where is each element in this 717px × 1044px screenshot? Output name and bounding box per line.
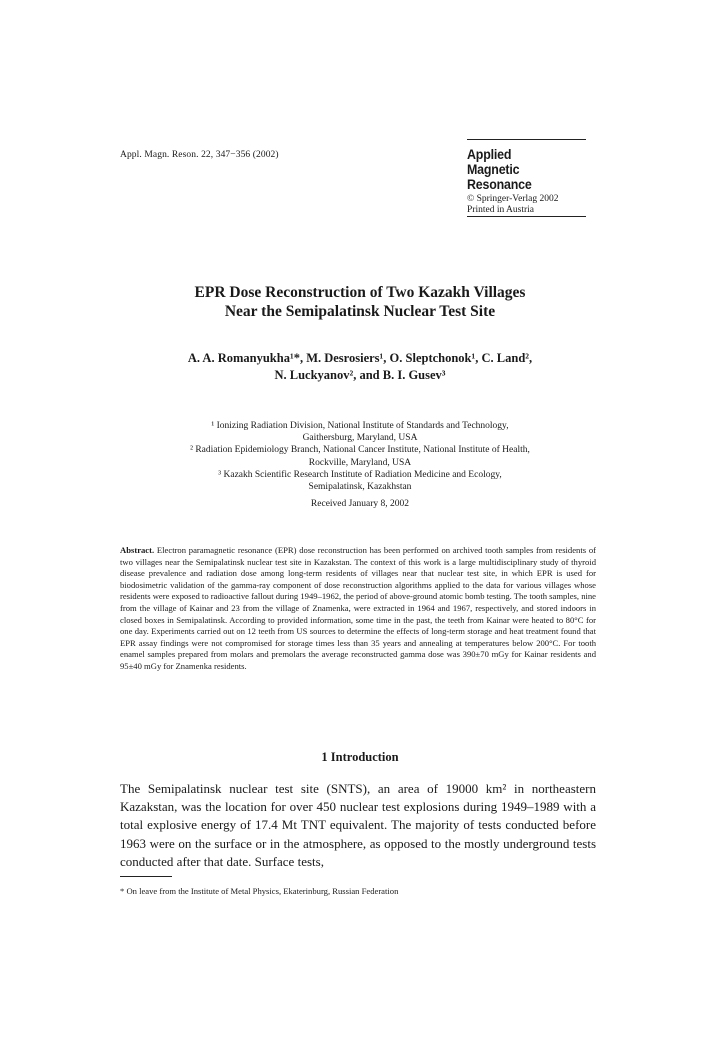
- journal-masthead: [467, 139, 586, 217]
- abstract: [120, 545, 596, 673]
- affiliation-3: [120, 469, 600, 493]
- author-list: [100, 350, 620, 384]
- journal-title: [467, 147, 576, 192]
- affiliation-3-line-2: Semipalatinsk, Kazakhstan: [308, 482, 412, 493]
- affiliation-3-line-1: ³ Kazakh Scientific Research Institute of Radiation Medicine and Ecology,: [218, 469, 502, 480]
- printed-line: Printed in Austria: [467, 204, 535, 215]
- authors-line-2: N. Luckyanov², and B. I. Gusev³: [274, 368, 446, 382]
- journal-citation: Appl. Magn. Reson. 22, 347−356 (2002): [120, 150, 279, 160]
- affiliation-1-line-1: ¹ Ionizing Radiation Division, National Institute of Standards and Technology,: [211, 421, 509, 431]
- affiliation-2-line-1: ² Radiation Epidemiology Branch, National Cancer Institute, National Institute of Health,: [190, 445, 530, 456]
- journal-title-line-1: Applied: [467, 147, 512, 162]
- introduction-paragraph: The Semipalatinsk nuclear test site (SNTS), an area of 19000 km² in northeastern Kazakstan, was the location for over 450 nuclear test explosions during 1949–1989 with a total explosive energy of 17.4 Mt TNT equivalent. The majority of tests conducted before 1963 were on the surface or in the atmosphere, as opposed to the mostly underground tests conducted after that date. Surface tests,: [120, 781, 596, 869]
- masthead-bottom-rule: [467, 216, 586, 217]
- affiliations: [120, 420, 600, 493]
- publisher-info: [467, 194, 586, 216]
- paper-title: [100, 283, 620, 321]
- affiliation-2: [120, 444, 600, 468]
- title-line-2: Near the Semipalatinsk Nuclear Test Site: [224, 303, 496, 320]
- footnote-divider: [120, 876, 172, 877]
- abstract-label: Abstract.: [120, 545, 155, 555]
- footnote: * On leave from the Institute of Metal Physics, Ekaterinburg, Russian Federation: [120, 886, 399, 896]
- received-date: Received January 8, 2002: [310, 499, 410, 509]
- affiliation-2-line-2: Rockville, Maryland, USA: [308, 457, 412, 468]
- authors-line-1: A. A. Romanyukha¹*, M. Desrosiers¹, O. Sleptchonok¹, C. Land²,: [187, 351, 533, 365]
- affiliation-1-line-2: Gaithersburg, Maryland, USA: [302, 433, 418, 444]
- copyright-line: © Springer-Verlag 2002: [467, 194, 559, 204]
- journal-title-line-2: Magnetic Resonance: [467, 162, 532, 192]
- masthead-top-rule: [467, 139, 586, 140]
- title-line-1: EPR Dose Reconstruction of Two Kazakh Villages: [194, 284, 526, 301]
- section-heading-introduction: 1 Introduction: [321, 750, 399, 764]
- affiliation-1: [120, 420, 600, 444]
- abstract-text: Electron paramagnetic resonance (EPR) dose reconstruction has been performed on archived tooth samples from residents of two villages near the Semipalatinsk nuclear test site in Kazakstan. The context of this work is a large multidisciplinary study of thyroid disease prevalence and radiation dose among long-term residents of villages near that nuclear test site, in which EPR is used for biodosimetric validation of the gamma-ray component of dose reconstruction algorithms applied to the data for various villages whose residents were exposed to radioactive fallout during 1949–1962, the period of above-ground atomic bomb testing. The tooth samples, nine from the village of Kainar and 23 from the village of Znamenka, were extracted in 1964 and 1967, respectively, and stored indoors in closed boxes in Semipalatinsk. According to provided information, some time in the past, the teeth from Kainar were heated to 80°C for one day. Experiments carried out on 12 teeth from US sources to determine the effects of long-term storage and heat treatment found that EPR assay findings were not compromised for storage times less than 35 years and annealing at temperatures below 200°C. For tooth enamel samples prepared from molars and premolars the average reconstructed gamma dose was 390±70 mGy for Kainar residents and 95±40 mGy for Znamenka residents.: [120, 545, 596, 671]
